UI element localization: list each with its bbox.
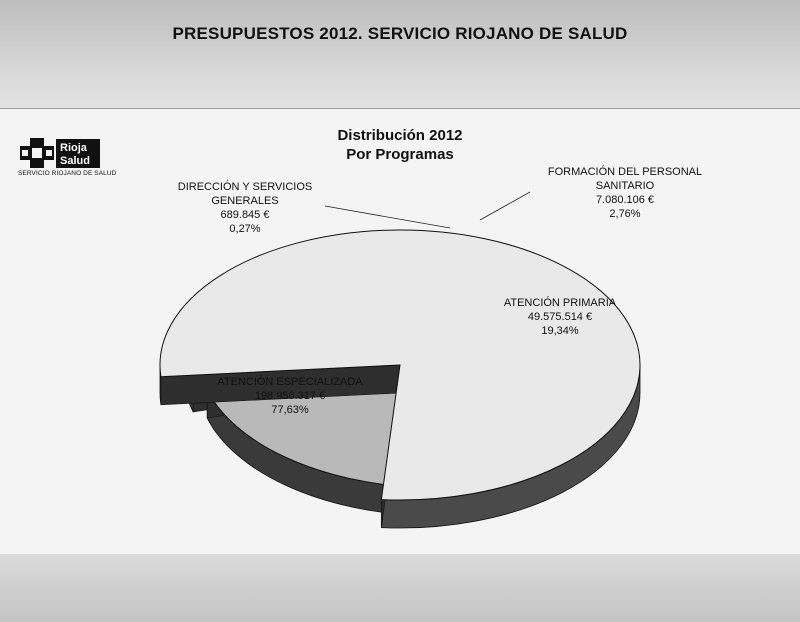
label-formacion-line2: SANITARIO: [595, 180, 655, 192]
label-formacion-value: 7.080.106 €: [595, 194, 655, 206]
label-primaria-value: 49.575.514 €: [527, 311, 593, 323]
label-formacion: [530, 165, 720, 221]
leader-line-direccion: [325, 206, 450, 228]
leader-line-formacion: [480, 192, 530, 220]
chart-title-line2: Por Programas: [346, 146, 454, 163]
label-especializada-percent: 77,63%: [271, 404, 309, 416]
logo-word2: Salud: [60, 155, 90, 167]
label-direccion-percent: 0,27%: [229, 223, 261, 235]
label-direccion: [165, 180, 325, 236]
label-direccion-line2: GENERALES: [211, 195, 279, 207]
pie-slice-top-especializada: [160, 230, 640, 500]
label-especializada: [205, 375, 375, 417]
label-primaria: [480, 296, 640, 338]
page-title: PRESUPUESTOS 2012. SERVICIO RIOJANO DE SALUD: [172, 24, 628, 43]
label-direccion-value: 689.845 €: [220, 209, 270, 221]
label-primaria-percent: 19,34%: [541, 325, 579, 337]
chart-title-line1: Distribución 2012: [337, 127, 463, 144]
label-primaria-name: ATENCIÓN PRIMARIA: [503, 297, 617, 309]
label-formacion-percent: 2,76%: [609, 208, 641, 220]
logo-subtitle: SERVICIO RIOJANO DE SALUD: [18, 170, 117, 177]
label-especializada-value: 198.956.317 €: [254, 390, 326, 402]
label-formacion-line1: FORMACIÓN DEL PERSONAL: [547, 166, 703, 178]
logo-word1: Rioja: [60, 142, 87, 154]
label-direccion-line1: DIRECCIÓN Y SERVICIOS: [177, 181, 313, 193]
label-especializada-name: ATENCIÓN ESPECIALIZADA: [217, 376, 363, 388]
